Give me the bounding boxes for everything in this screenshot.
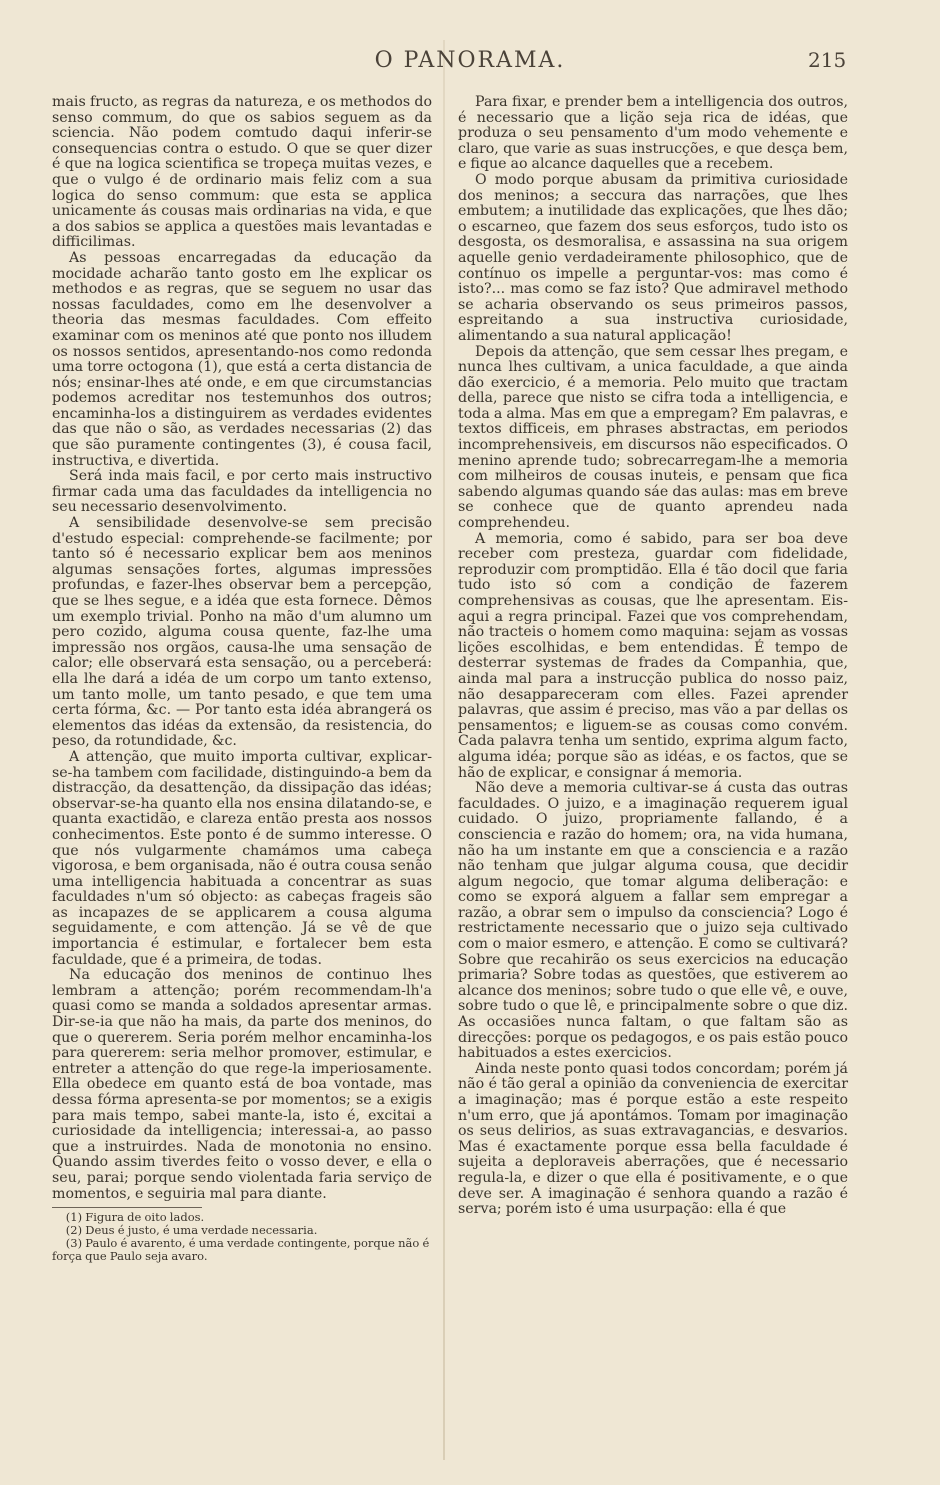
paragraph: Ainda neste ponto quasi todos concordam; porém já não é tão geral a opinião da conveniencia de exercitar a imaginação; mas é porque estão a este respeito n'um erro, que já apontámos. Tomam por imaginação os seus delirios, as suas extravagancias, e desvarios. Mas é exactamente porque essa bella faculdade é sujeita a deploraveis aberrações, que é necessario regula-la, e dizer o que ella é positivamente, e o que deve ser. A imaginação é senhora quando a razão é serva; porém isto é uma usurpação: ella é que bbox=[458, 1060, 848, 1218]
footnote-divider bbox=[52, 1207, 202, 1208]
paragraph: O modo porque abusam da primitiva curiosidade dos meninos; a seccura das narrações, que lhes embutem; a inutilidade das explicações, que lhes dão; o escarneo, que fazem dos seus esforços, tudo isto os desgosta, os desmoralisa, e assassina na sua origem aquelle genio verdadeiramente philosophico, que de contínuo os impelle a perguntar-vos: mas como é isto?... mas como se faz isto? Que admiravel methodo se acharia observando os seus primeiros passos, espreitando a sua instructiva curiosidade, alimentando a sua natural applicação! bbox=[458, 171, 848, 344]
paragraph: A memoria, como é sabido, para ser boa deve receber com presteza, guardar com fidelidade, reproduzir com promptidão. Ella é tão docil que faria tudo isto só com a condição de fazerem comprehensivas as cousas, que lhe apresentam. Eis-aqui a regra principal. Fazei que vos comprehendam, não tracteis o homem como maquina: sejam as vossas lições escolhidas, e bem entendidas. É tempo de desterrar systemas de frades da Companhia, que, ainda mal para a instrucção publica do nosso paiz, não desappareceram com elles. Fazei aprender palavras, que assim é preciso, mas vão a par dellas os pensamentos; e liguem-se as cousas como convém. Cada palavra tenha um sentido, exprima algum facto, alguma idéa; porque são as idéas, e os factos, que se hão de explicar, e consignar á memoria. bbox=[458, 530, 848, 781]
footnote: (1) Figura de oito lados. bbox=[65, 1210, 205, 1225]
paragraph: Para fixar, e prender bem a intelligencia dos outros, é necessario que a lição seja rica de idéas, que produza o seu pensamento d'um modo vehemente e claro, que varie as suas instrucções, e que desça bem, e fique ao alcance daquelles que a recebem. bbox=[458, 94, 848, 173]
paragraph: Não deve a memoria cultivar-se á custa das outras faculdades. O juizo, e a imaginação requerem igual cuidado. O juizo, propriamente fallando, é a consciencia e razão do homem; ora, na vida humana, não ha um instante em que a consciencia e a razão não tenham que julgar alguma cousa, que decidir algum negocio, que tomar alguma deliberação: e como se exporá alguem a fallar sem empregar a razão, a obrar sem o impulso da consciencia? Logo é restrictamente necessario que o juizo seja cultivado com o maior esmero, e attenção. E como se cultivará? Sobre que recahirão os seus exercicios na educação primaria? Sobre todas as questões, que estiverem ao alcance dos meninos; sobre tudo o que elle vê, e ouve, sobre tudo o que lê, e principalmente sobre o que diz. As occasiões nunca faltam, o que faltam são as direcções: porque os pedagogos, e os pais estão pouco habituados a estes exercicios. bbox=[458, 780, 848, 1062]
paragraph: Depois da attenção, que sem cessar lhes pregam, e nunca lhes cultivam, a unica faculdade, a que ainda dão exercicio, é a memoria. Pelo muito que tractam della, parece que nisto se cifra toda a intelligencia, e toda a alma. Mas em que a empregam? Em palavras, e textos difficeis, em phrases abstractas, em periodos incomprehensiveis, em discursos não especificados. O menino aprende tudo; sobrecarregam-lhe a memoria com milheiros de cousas inuteis, e pensam que fica sabendo algumas quando sáe das aulas: mas em breve se conhece que de quanto aprendeu nada comprehendeu. bbox=[458, 343, 848, 532]
paragraph: Será inda mais facil, e por certo mais instructivo firmar cada uma das faculdades da intelligencia no seu necessario desenvolvimento. bbox=[52, 468, 432, 516]
paragraph: mais fructo, as regras da natureza, e os methodos do senso commum, do que os sabios seguem as da sciencia. Não podem comtudo daqui inferir-se consequencias contra o estudo. O que se quer dizer é que na logica scientifica se tropeça muitas vezes, e que o vulgo é de ordinario mais feliz com a sua logica do senso commum: que esta se applica unicamente ás cousas mais ordinarias na vida, e que a dos sabios se applica a questões mais levantadas e difficilimas. bbox=[52, 94, 432, 251]
page-fold bbox=[443, 40, 445, 1460]
footnote: (3) Paulo é avarento, é uma verdade contingente, porque não é força que Paulo seja avaro. bbox=[52, 1236, 430, 1264]
paragraph: Na educação dos meninos de continuo lhes lembram a attenção; porém recommendam-lh'a quasi como se manda a soldados apresentar armas. Dir-se-ia que não ha mais, da parte dos meninos, do que o quererem. Seria porém melhor encaminha-los para quererem: seria melhor promover, estimular, e entreter a attenção do que rege-la imperiosamente. Ella obedece em quanto está de boa vontade, mas dessa fórma apresenta-se por momentos; se a exigis para mais tempo, sabei mante-la, isto é, excitai a curiosidade da intelligencia; interessai-a, ao passo que a instruirdes. Nada de monotonia no ensino. Quando assim tiverdes feito o vosso dever, e ella o seu, parai; porque sendo violentada faria serviço de momentos, e seguiria mal para diante. bbox=[52, 967, 432, 1202]
paragraph: A attenção, que muito importa cultivar, explicar-se-ha tambem com facilidade, distinguindo-a bem da distracção, da desattenção, da dissipação das idéas; observar-se-ha quanto ella nos ensina dilatando-se, e quanta exactidão, e clareza então presta aos nossos conhecimentos. Este ponto é de summo interesse. O que nós vulgarmente chamámos uma cabeça vigorosa, e bem organisada, não é outra cousa senão uma intelligencia habituada a concentrar as suas faculdades n'um só objecto: as cabeças frageis são as incapazes de se applicarem a cousa alguma seguidamente, e com attenção. Já se vê de que importancia é estimular, e fortalecer bem esta faculdade, que é a primeira, de todas. bbox=[52, 748, 432, 968]
left-column bbox=[52, 95, 432, 1263]
footnote: (2) Deus é justo, é uma verdade necessaria. bbox=[65, 1223, 318, 1238]
running-title: O PANORAMA. bbox=[374, 48, 566, 73]
page-number: 215 bbox=[808, 48, 847, 72]
paragraph: As pessoas encarregadas da educação da mocidade acharão tanto gosto em lhe explicar os methodos e as regras, que se seguem no usar das nossas faculdades, como em lhe desenvolver a theoria das mesmas faculdades. Com effeito examinar com os meninos até que ponto nos illudem os nossos sentidos, apresentando-nos como redonda uma torre octogona (1), que está a certa distancia de nós; ensinar-lhes até onde, e em que circumstancias podemos acreditar nos testemunhos dos outros; encaminha-los a distinguirem as verdades evidentes das que não o são, as verdades necessarias (2) das que são puramente contingentes (3), é cousa facil, instructiva, e divertida. bbox=[52, 249, 432, 469]
right-column bbox=[458, 95, 848, 1218]
paragraph: A sensibilidade desenvolve-se sem precisão d'estudo especial: comprehende-se facilmente; por tanto só é necessario explicar bem aos meninos algumas sensações fortes, algumas impressões profundas, e fazer-lhes observar bem a percepção, que se lhes segue, e a idéa que esta fornece. Dêmos um exemplo trivial. Ponho na mão d'um alumno um pero cozido, alguma cousa quente, faz-lhe uma impressão nos orgãos, causa-lhe uma sensação de calor; elle observará esta sensação, ou a perceberá: ella lhe dará a idéa de um corpo um tanto extenso, um tanto molle, um tanto pesado, e que tem uma certa fórma, &c. — Por tanto esta idéa abrangerá os elementos das idéas da extensão, da resistencia, do peso, da rotundidade, &c. bbox=[52, 515, 432, 750]
